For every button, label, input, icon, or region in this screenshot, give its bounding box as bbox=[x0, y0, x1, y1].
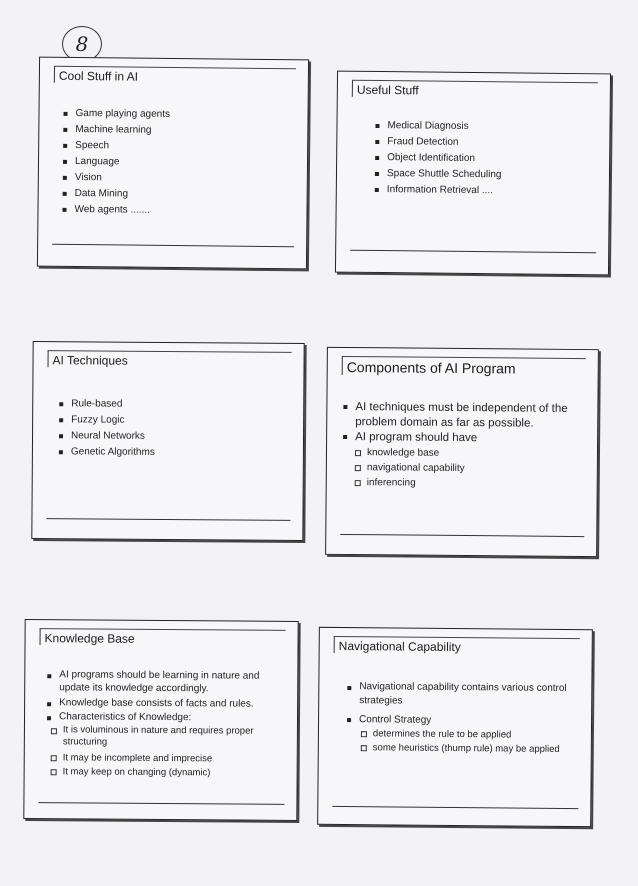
sub-list bbox=[359, 727, 577, 757]
bullet-list bbox=[60, 106, 297, 220]
slide-navigational bbox=[317, 627, 593, 827]
slide-body bbox=[373, 118, 600, 200]
page-number: 8 bbox=[62, 26, 102, 62]
bullet-list bbox=[341, 400, 588, 492]
list-item: Speech bbox=[61, 138, 297, 156]
footer-divider bbox=[350, 250, 596, 254]
slide-body bbox=[45, 668, 278, 781]
slide-title: Navigational Capability bbox=[334, 636, 580, 655]
slide-body bbox=[60, 106, 297, 220]
slide-title: Cool Stuff in AI bbox=[54, 66, 296, 86]
slide-components bbox=[325, 347, 599, 557]
slide-body bbox=[341, 400, 588, 492]
list-item-text: AI program should have bbox=[355, 431, 478, 445]
list-item-text: Characteristics of Knowledge: bbox=[58, 711, 192, 724]
slide-knowledge-base bbox=[23, 619, 298, 821]
slide-title: AI Techniques bbox=[48, 350, 292, 369]
sub-list bbox=[51, 724, 277, 781]
bullet-list bbox=[373, 118, 600, 200]
list-item: Fraud Detection bbox=[373, 134, 599, 152]
list-item-text: Control Strategy bbox=[359, 714, 432, 726]
list-item: Data Mining bbox=[61, 186, 297, 204]
list-item: Information Retrieval .... bbox=[373, 182, 599, 200]
bullet-list bbox=[345, 680, 578, 757]
slide-title: Components of AI Program bbox=[342, 356, 586, 377]
bullet-list bbox=[57, 396, 293, 462]
sub-item: some heuristics (thump rule) may be applied bbox=[361, 741, 577, 757]
list-item bbox=[341, 430, 588, 492]
footer-divider bbox=[340, 534, 584, 537]
slide-ai-techniques bbox=[31, 341, 304, 541]
list-item: Web agents ....... bbox=[60, 202, 296, 220]
footer-divider bbox=[46, 518, 290, 521]
list-item: Machine learning bbox=[61, 122, 297, 140]
sub-item: It may be incomplete and imprecise bbox=[51, 751, 277, 767]
list-item bbox=[45, 710, 277, 781]
list-item: Object Identification bbox=[373, 150, 599, 168]
slide-body bbox=[57, 396, 293, 462]
sub-item: determines the rule to be applied bbox=[361, 727, 577, 743]
list-item: Knowledge base consists of facts and rules. bbox=[45, 696, 277, 712]
sub-item: inferencing bbox=[355, 475, 587, 492]
list-item: Neural Networks bbox=[57, 428, 293, 446]
list-item: Genetic Algorithms bbox=[57, 444, 293, 462]
sub-list bbox=[355, 445, 587, 492]
slide-body bbox=[345, 680, 578, 757]
footer-divider bbox=[52, 244, 294, 248]
list-item bbox=[345, 712, 577, 757]
sub-item: It is voluminous in nature and requires proper structuring bbox=[51, 724, 277, 750]
list-item: Space Shuttle Scheduling bbox=[373, 166, 599, 184]
slide-title: Knowledge Base bbox=[40, 628, 286, 647]
bullet-list bbox=[45, 668, 278, 781]
list-item: Language bbox=[61, 154, 297, 172]
slide-useful-stuff bbox=[335, 71, 611, 276]
slide-title: Useful Stuff bbox=[352, 80, 598, 100]
sub-item: knowledge base bbox=[355, 445, 587, 462]
footer-divider bbox=[38, 802, 284, 805]
sub-item: navigational capability bbox=[355, 460, 587, 477]
footer-divider bbox=[332, 806, 578, 809]
list-item: Fuzzy Logic bbox=[57, 412, 293, 430]
sub-item: It may keep on changing (dynamic) bbox=[51, 765, 277, 781]
list-item: AI programs should be learning in nature and update its knowledge accordingly. bbox=[45, 668, 277, 696]
list-item: Navigational capability contains various control strategies bbox=[345, 680, 577, 710]
list-item: Medical Diagnosis bbox=[373, 118, 599, 136]
list-item: Vision bbox=[61, 170, 297, 188]
slide-cool-stuff bbox=[37, 57, 309, 270]
list-item: AI techniques must be independent of the problem domain as far as possible. bbox=[341, 400, 587, 432]
list-item: Rule-based bbox=[57, 396, 293, 414]
list-item: Game playing agents bbox=[61, 106, 297, 124]
